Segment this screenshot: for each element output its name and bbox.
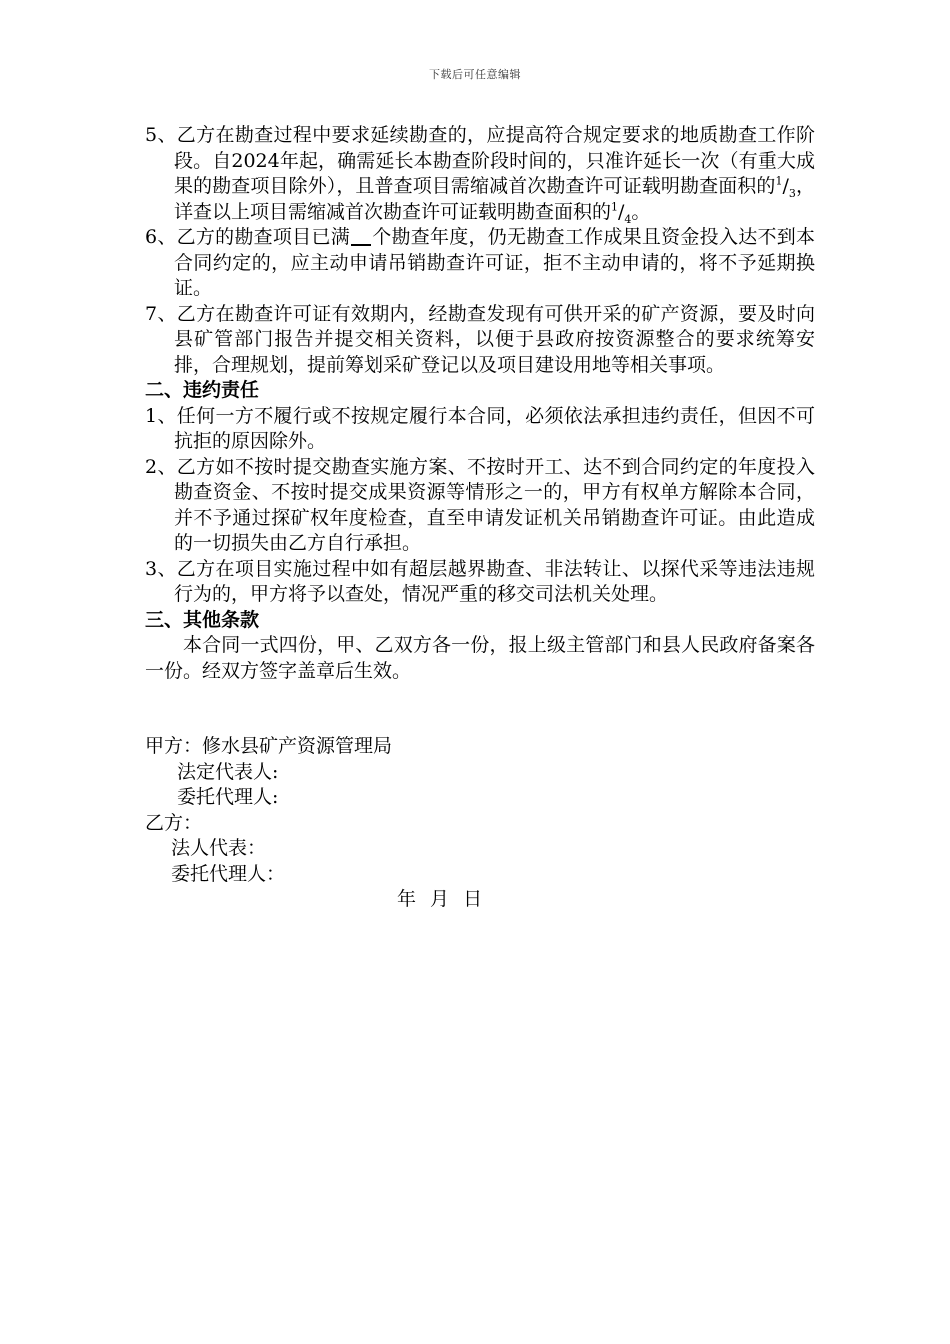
other-terms-paragraph: 本合同一式四份，甲、乙双方各一份，报上级主管部门和县人民政府备案各一份。经双方签字盖章后生效。	[145, 634, 815, 682]
party-a-agent: 委托代理人:	[177, 786, 279, 808]
clause-7: 7、乙方在勘查许可证有效期内，经勘查发现有可供开采的矿产资源，要及时向县矿管部门报告并提交相关资料，以便于县政府按资源整合的要求统筹安排，合理规划，提前筹划采矿登记以及项目建设用地等相关事项。	[145, 302, 815, 376]
fraction-numerator: 1	[775, 174, 783, 188]
fraction-numerator: 1	[611, 200, 619, 214]
party-b-agent: 委托代理人：	[171, 862, 286, 885]
breach-clause-1: 1、任何一方不履行或不按规定履行本合同，必须依法承担违约责任，但因不可抗拒的原因除外。	[145, 404, 815, 452]
breach-clause-2: 2、乙方如不按时提交勘查实施方案、不按时开工、达不到合同约定的年度投入勘查资金、不按时提交成果资源等情形之一的，甲方有权单方解除本合同，并不予通过探矿权年度检查，直至申请发证机关吊销勘查许可证。由此造成的一切损失由乙方自行承担。	[145, 455, 815, 554]
party-a-line: 甲方：修水县矿产资源管理局	[145, 735, 393, 757]
page-header: 下载后可任意编辑	[429, 68, 521, 81]
party-b-line: 乙方：	[145, 811, 203, 834]
party-a-legal-rep: 法定代表人:	[177, 760, 279, 783]
breach-clause-3: 3、乙方在项目实施过程中如有超层越界勘查、非法转让、以探代采等违法违规行为的，甲方将予以查处，情况严重的移交司法机关处理。	[145, 557, 815, 605]
fraction-denominator: 3	[788, 186, 796, 200]
section-heading-breach: 二、违约责任	[145, 379, 260, 401]
clause-6: 6、乙方的勘查项目已满 个勘查年度，仍无勘查工作成果且资金投入达不到本合同约定的，应主动申请吊销勘查许可证，拒不主动申请的，将不予延期换证。	[145, 226, 815, 299]
clause-5: 5、乙方在勘查过程中要求延续勘查的，应提高符合规定要求的地质勘查工作阶段。自2024年起，确需延长本勘查阶段时间的，只准许延长一次（有重大成果的勘查项目除外），且普查项目需缩减首次勘查许可证载明勘查面积的$^1/_3$，详查以上项目需缩减首次勘查许可证载明勘查面积的$^1/_4$。	[145, 124, 815, 226]
document-body	[145, 123, 815, 913]
party-b-legal-rep: 法人代表：	[171, 837, 267, 859]
fraction-denominator: 4	[624, 212, 632, 226]
blank-fill-line	[351, 226, 371, 246]
signature-date: 年 月 日	[397, 888, 483, 910]
section-heading-other: 三、其他条款	[145, 608, 260, 631]
spacer	[145, 684, 815, 734]
